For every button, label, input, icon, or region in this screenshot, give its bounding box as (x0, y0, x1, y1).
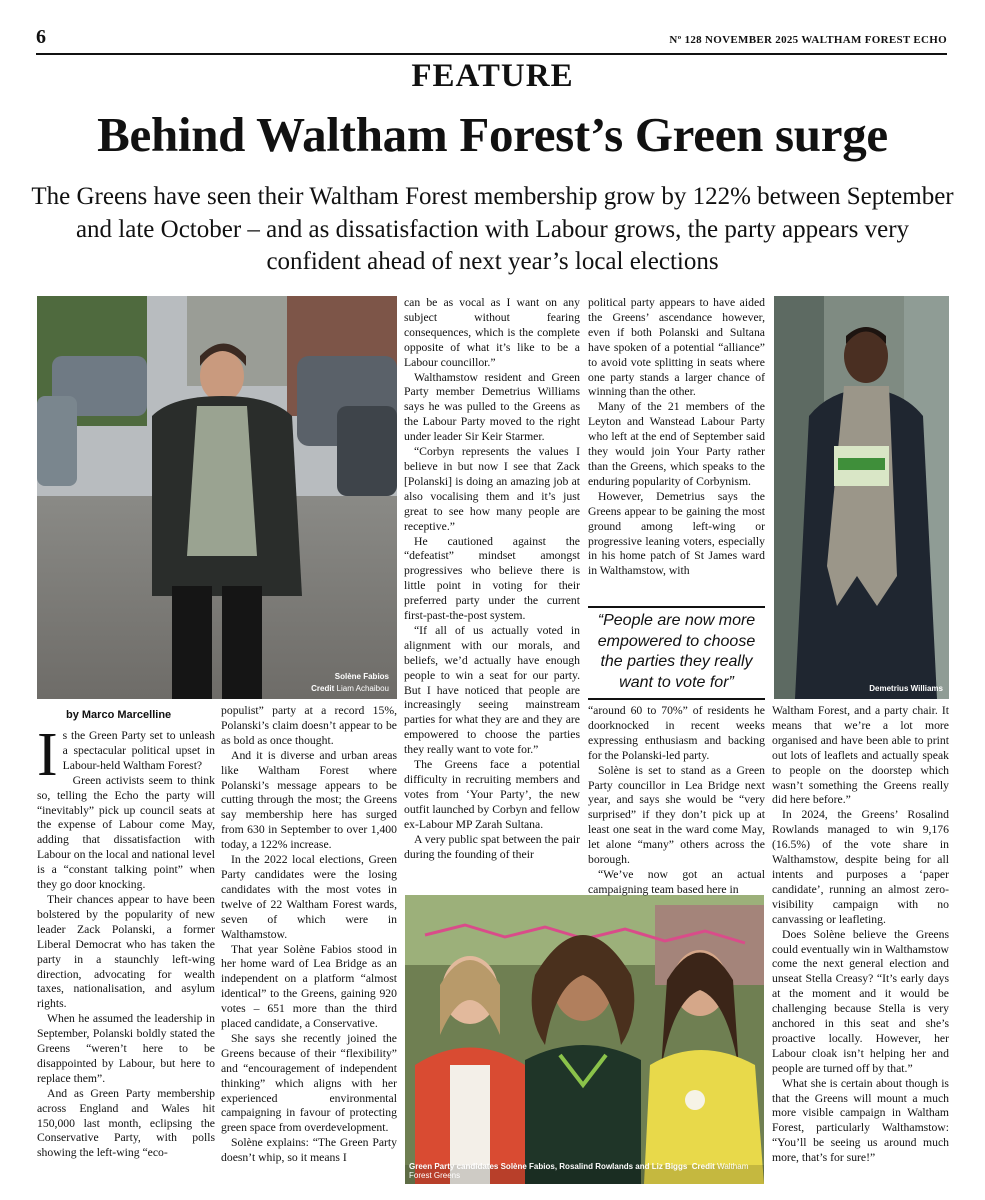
photo-caption-name: Demetrius Williams (869, 684, 943, 693)
paragraph: And as Green Party membership across England and Wales hit 150,000 last month, eclipsing the Conservative Party, with polls showing the left-wing “eco- (37, 1086, 215, 1160)
paragraph: can be as vocal as I want on any subject without fearing consequences, which is the complete opposite of what it’s like to be a Labour councillor.” (404, 296, 580, 369)
paragraph: The Greens face a potential difficulty in recruiting members and votes from ‘Your Party’, the new outfit launched by Corbyn and fellow ex-Labour MP Zarah Sultana. (404, 758, 580, 831)
pull-quote: “People are now more empowered to choose the parties they really want to vote for” (588, 606, 765, 700)
photo-demetrius-williams-image (774, 296, 949, 699)
photo-green-candidates (405, 895, 764, 1184)
column-4-bottom (588, 704, 765, 896)
page-number: 6 (36, 26, 46, 48)
column-2 (221, 704, 397, 1189)
column-1 (37, 721, 215, 1189)
paragraph: In the 2022 local elections, Green Party candidates were the losing candidates with the most votes in twelve of 22 Waltham Forest wards, seven of which were in Walthamstow. (221, 853, 397, 941)
credit-name: Waltham Forest Greens (409, 1162, 749, 1180)
standfirst: The Greens have seen their Waltham Forest membership grow by 122% between September and late October – and as dissatisfaction with Labour grows, the party appears very confident ahead of next year’s local elections (31, 183, 954, 275)
column-3 (404, 296, 580, 889)
byline: by Marco Marcelline (66, 709, 172, 721)
credit-name: Liam Achaibou (336, 684, 389, 693)
paragraph: And it is diverse and urban areas like Waltham Forest where Polanski’s message appears to be cutting through the most; the Greens say membership here has surged from 630 in September to over 1,400 today, a 122% increase. (221, 748, 397, 852)
paragraph: He cautioned against the “defeatist” mindset amongst progressives who believe there is little point in voting for their preferred party under the current first-past-the-post system. (404, 534, 580, 623)
header-rule (36, 53, 947, 55)
photo-green-candidates-image (405, 895, 764, 1184)
photo-caption-name: Solène Fabios (334, 672, 389, 681)
paragraph: Is the Green Party set to unleash a spectacular political upset in Labour-held Waltham Forest? (37, 721, 215, 789)
credit-label: Credit (691, 1162, 715, 1171)
section-label: FEATURE (411, 58, 574, 94)
column-5 (772, 704, 949, 1189)
paragraph: Green activists seem to think so, telling the Echo the party will “inevitably” pick up council seats at the expense of Labour come May, adding that dissatisfaction with Labour on the local and national level is a “constant talking point” when they go door knocking. (37, 773, 215, 892)
paragraph: Their chances appear to have been bolstered by the popularity of new leader Zack Polanski, a former Liberal Democrat who has taken the party in a staunchly left-wing direction, advocating for wealth taxes, nationalisation, and asylum rights. (37, 892, 215, 1011)
drop-cap: I (37, 721, 58, 789)
paragraph: What she is certain about though is that the Greens will mount a much more visible campaign in Waltham Forest, particularly Walthamstow: “You’ll be seeing us around much more, that’s for sure!” (772, 1076, 949, 1165)
credit-label: Credit (311, 684, 335, 693)
issue-line: Nº 128 NOVEMBER 2025 WALTHAM FOREST ECHO (669, 34, 947, 46)
column-4-top (588, 296, 765, 604)
paragraph: political party appears to have aided the Greens’ ascendance however, even if both Polanski and Sultana have spoken of a potential “alliance” to avoid vote splitting in seats where one party stands a larger chance of winning than the other. (588, 296, 765, 399)
paragraph: populist” party at a record 15%, Polanski’s claim doesn’t appear to be as bold as once thought. (221, 704, 397, 747)
paragraph: Solène explains: “The Green Party doesn’t whip, so it means I (221, 1136, 397, 1165)
paragraph: That year Solène Fabios stood in her home ward of Lea Bridge as an independent on a platform “almost identical” to the Greens, gaining 920 votes – 651 more than the third placed candidate, a Conservative. (221, 942, 397, 1031)
photo-demetrius-williams (774, 296, 949, 699)
paragraph: Walthamstow resident and Green Party member Demetrius Williams says he was pulled to the Greens as the Labour Party moved to the right under leader Sir Keir Starmer. (404, 370, 580, 444)
paragraph: When he assumed the leadership in September, Polanski boldly stated the Greens “weren’t here to be disappointed by Labour, but here to replace them”. (37, 1012, 215, 1085)
photo-solene-fabios-image (37, 296, 397, 699)
paragraph: “If all of us actually voted in alignment with our morals, and beliefs, we’d actually have enough people to win a seat for our party. But I have noticed that people are increasingly seeing mainstream parties for what they are and they are empowered to choose the parties they really want to vote for.” (404, 623, 580, 757)
paragraph: “Corbyn represents the values I believe in but now I see that Zack [Polanski] is doing an amazing job at also vocalising them and it’s just great to see how many people are receptive.” (404, 445, 580, 533)
photo-credit (311, 684, 389, 693)
paragraph: “We’ve now got an actual campaigning team based here in (588, 867, 765, 896)
paragraph: Does Solène believe the Greens could eventually win in Walthamstow come the next general election and unseat Stella Creasy? “It’s early days at the moment and it would be challenging because Stella is very anchored in this seat and she’s proactive locally. However, her Labour cloak isn’t helping her and people are turned off by that.” (772, 927, 949, 1075)
paragraph: Solène is set to stand as a Green Party councillor in Lea Bridge next year, and says she would be “very surprised” if they don’t pick up at least one seat in the ward come May, let alone “many” others across the borough. (588, 763, 765, 867)
paragraph: Waltham Forest, and a party chair. It means that we’re a lot more organised and have been able to print out lots of leaflets and actually speak to people on the doorstep which wasn’t something the Greens really did here before.” (772, 704, 949, 807)
paragraph: A very public spat between the pair during the founding of their (404, 832, 580, 861)
paragraph: “around 60 to 70%” of residents he doorknocked in recent weeks expressing enthusiasm and backing for the Polanski-led party. (588, 704, 765, 762)
photo-solene-fabios (37, 296, 397, 699)
paragraph: In 2024, the Greens’ Rosalind Rowlands managed to win 9,176 (16.5%) of the vote share in Walthamstow, despite being for all intents and purposes a ‘paper candidate’, running an almost zero-visibility campaign with no canvassing or leafleting. (772, 808, 949, 926)
headline: Behind Waltham Forest’s Green surge (97, 107, 888, 162)
paragraph: Many of the 21 members of the Leyton and Wanstead Labour Party who left at the end of September said they would join Your Party rather than the Greens, which speaks to the enduring popularity of Corbynism. (588, 400, 765, 488)
photo-caption (409, 1162, 764, 1180)
paragraph: However, Demetrius says the Greens appear to be gaining the most ground among left-wing or progressive leaning voters, especially in his home patch of St James ward in Walthamstow, with (588, 489, 765, 578)
paragraph: She says she recently joined the Greens because of their “flexibility” and “encouragement of independent thinking” which aligns with her experienced environmental campaigning in favour of protecting green space from overdevelopment. (221, 1031, 397, 1135)
caption-text: Green Party candidates Solène Fabios, Rosalind Rowlands and Liz Biggs (409, 1162, 688, 1171)
